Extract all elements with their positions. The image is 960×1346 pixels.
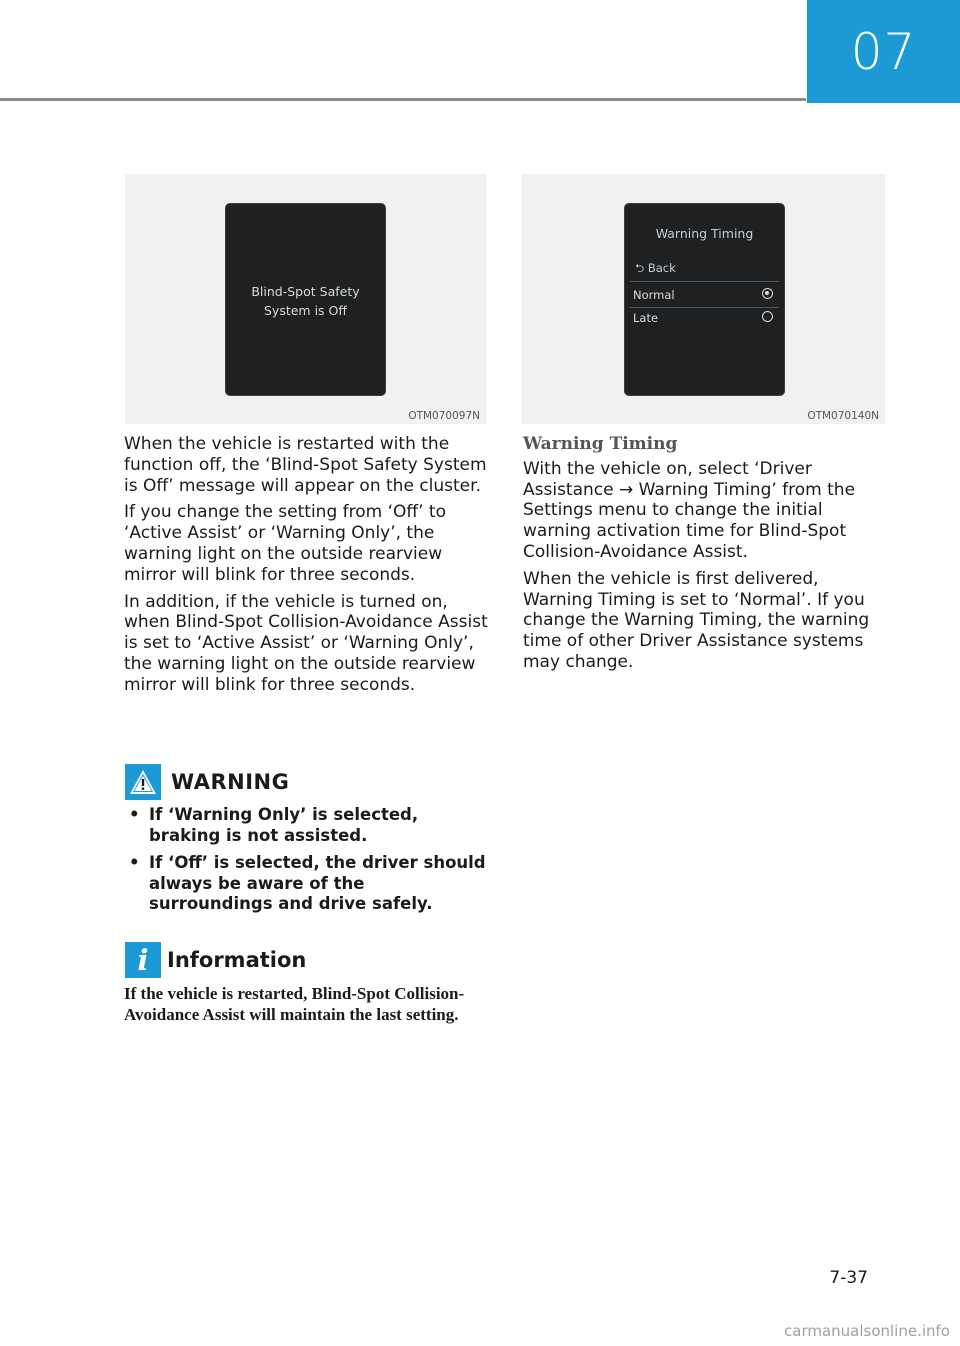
header-rule (0, 98, 806, 101)
section-heading: Warning Timing (523, 434, 678, 454)
cluster-message: Blind-Spot Safety System is Off (251, 284, 360, 318)
right-column-text (523, 434, 888, 679)
list-item: • If ‘Warning Only’ is selected, braking is not assisted. (125, 805, 487, 846)
cluster-screen (624, 203, 785, 396)
paragraph: In addition, if the vehicle is turned on, when Blind-Spot Collision-Avoidance Assist is set to ‘Active Assist’ or ‘Warning Only’, the warning light on the outside rearview mirror will blink for three seconds. (124, 591, 488, 695)
figure-blind-spot-off (125, 174, 486, 424)
radio-unselected-icon (762, 311, 773, 322)
information-title: Information (167, 948, 307, 972)
figure-code: OTM070097N (408, 410, 480, 422)
radio-selected-icon (762, 288, 773, 299)
figure-code: OTM070140N (807, 410, 879, 422)
figure-warning-timing (522, 174, 885, 424)
paragraph: If you change the setting from ‘Off’ to ‘Active Assist’ or ‘Warning Only’, the warning light on the outside rearview mirror will blink for three seconds. (124, 502, 446, 585)
option-late: Late (630, 307, 779, 329)
back-arrow-icon: ⮌ (635, 261, 645, 275)
warning-heading (125, 764, 289, 800)
paragraph: When the vehicle is restarted with the function off, the ‘Blind-Spot Safety System is Off’ message will appear on the cluster. (124, 434, 487, 496)
screen-title: Warning Timing (655, 226, 754, 241)
warning-icon (125, 764, 161, 800)
option-normal: Normal (630, 284, 779, 306)
info-icon: i (125, 942, 161, 978)
information-text: If the vehicle is restarted, Blind-Spot Collision-Avoidance Assist will maintain the last setting. (124, 984, 465, 1024)
chapter-tab: 07 (807, 0, 960, 103)
paragraph: When the vehicle is first delivered, Warning Timing is set to ‘Normal’. If you change the Warning Timing, the warning time of other Driver Assistance systems may change. (523, 568, 870, 672)
information-heading (125, 942, 306, 978)
watermark: carmanualsonline.info (784, 1322, 950, 1340)
warning-title: WARNING (171, 770, 290, 794)
back-button: ⮌ Back (635, 261, 676, 275)
warning-list (125, 805, 487, 922)
cluster-screen (225, 203, 386, 396)
list-item: • If ‘Off’ is selected, the driver should always be aware of the surroundings and drive safely. (125, 853, 487, 915)
left-column-text (124, 434, 489, 702)
divider (630, 281, 779, 282)
paragraph: With the vehicle on, select ‘Driver Assistance → Warning Timing’ from the Settings menu to change the initial warning activation time for Blind-Spot Collision-Avoidance Assist. (523, 458, 856, 562)
page-number: 7-37 (829, 1268, 868, 1288)
